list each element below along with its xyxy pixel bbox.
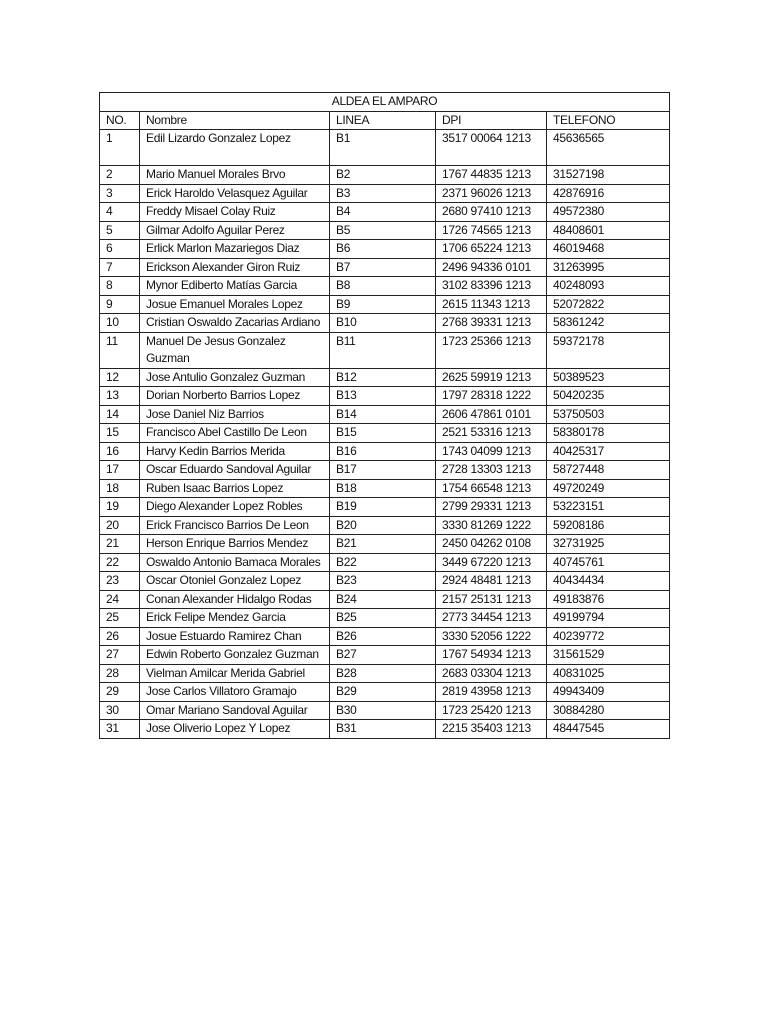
cell-no: 5 — [100, 221, 140, 240]
cell-telefono: 58727448 — [547, 461, 670, 480]
cell-linea: B18 — [330, 479, 436, 498]
cell-linea: B15 — [330, 424, 436, 443]
cell-telefono: 46019468 — [547, 240, 670, 259]
cell-no: 8 — [100, 277, 140, 296]
cell-dpi: 2521 53316 1213 — [436, 424, 547, 443]
cell-no: 15 — [100, 424, 140, 443]
cell-linea: B8 — [330, 277, 436, 296]
cell-telefono: 45636565 — [547, 130, 670, 166]
title-row — [100, 93, 670, 112]
cell-linea: B23 — [330, 572, 436, 591]
table-row — [100, 553, 670, 572]
table-title: ALDEA EL AMPARO — [100, 93, 670, 112]
cell-dpi: 2496 94336 0101 — [436, 258, 547, 277]
cell-telefono: 50420235 — [547, 387, 670, 406]
table-row — [100, 461, 670, 480]
cell-nombre: Freddy Misael Colay Ruiz — [140, 203, 330, 222]
cell-telefono: 49183876 — [547, 590, 670, 609]
cell-nombre: Jose Antulio Gonzalez Guzman — [140, 368, 330, 387]
cell-telefono: 52072822 — [547, 295, 670, 314]
cell-dpi: 1723 25366 1213 — [436, 332, 547, 368]
cell-no: 1 — [100, 130, 140, 166]
cell-telefono: 49720249 — [547, 479, 670, 498]
cell-dpi: 2728 13303 1213 — [436, 461, 547, 480]
cell-telefono: 31263995 — [547, 258, 670, 277]
cell-telefono: 59372178 — [547, 332, 670, 368]
cell-linea: B29 — [330, 683, 436, 702]
cell-no: 29 — [100, 683, 140, 702]
cell-linea: B19 — [330, 498, 436, 517]
table-row — [100, 701, 670, 720]
cell-telefono: 58380178 — [547, 424, 670, 443]
cell-telefono: 40425317 — [547, 442, 670, 461]
cell-nombre: Erick Francisco Barrios De Leon — [140, 516, 330, 535]
cell-linea: B25 — [330, 609, 436, 628]
roster-table — [99, 92, 670, 739]
table-row — [100, 387, 670, 406]
cell-linea: B13 — [330, 387, 436, 406]
cell-nombre: Erickson Alexander Giron Ruiz — [140, 258, 330, 277]
cell-dpi: 3330 52056 1222 — [436, 627, 547, 646]
cell-telefono: 59208186 — [547, 516, 670, 535]
cell-dpi: 1726 74565 1213 — [436, 221, 547, 240]
cell-linea: B27 — [330, 646, 436, 665]
cell-no: 20 — [100, 516, 140, 535]
cell-telefono: 48408601 — [547, 221, 670, 240]
cell-telefono: 42876916 — [547, 184, 670, 203]
cell-no: 30 — [100, 701, 140, 720]
cell-telefono: 49943409 — [547, 683, 670, 702]
cell-linea: B10 — [330, 314, 436, 333]
cell-telefono: 32731925 — [547, 535, 670, 554]
cell-no: 24 — [100, 590, 140, 609]
cell-no: 11 — [100, 332, 140, 368]
cell-dpi: 1743 04099 1213 — [436, 442, 547, 461]
cell-no: 3 — [100, 184, 140, 203]
cell-linea: B31 — [330, 720, 436, 739]
cell-no: 7 — [100, 258, 140, 277]
cell-linea: B26 — [330, 627, 436, 646]
cell-telefono: 53750503 — [547, 405, 670, 424]
table-row — [100, 664, 670, 683]
cell-no: 19 — [100, 498, 140, 517]
cell-nombre: Gilmar Adolfo Aguilar Perez — [140, 221, 330, 240]
cell-telefono: 30884280 — [547, 701, 670, 720]
cell-dpi: 2680 97410 1213 — [436, 203, 547, 222]
cell-dpi: 2819 43958 1213 — [436, 683, 547, 702]
cell-no: 13 — [100, 387, 140, 406]
table-row — [100, 442, 670, 461]
table-row — [100, 609, 670, 628]
cell-nombre: Erlick Marlon Mazariegos Diaz — [140, 240, 330, 259]
cell-telefono: 50389523 — [547, 368, 670, 387]
table-row — [100, 203, 670, 222]
cell-dpi: 1723 25420 1213 — [436, 701, 547, 720]
cell-no: 31 — [100, 720, 140, 739]
table-row — [100, 627, 670, 646]
table-row — [100, 240, 670, 259]
cell-telefono: 58361242 — [547, 314, 670, 333]
cell-linea: B7 — [330, 258, 436, 277]
cell-dpi: 1754 66548 1213 — [436, 479, 547, 498]
cell-dpi: 1767 44835 1213 — [436, 166, 547, 185]
table-row — [100, 424, 670, 443]
cell-dpi: 2799 29331 1213 — [436, 498, 547, 517]
table-row — [100, 184, 670, 203]
cell-linea: B1 — [330, 130, 436, 166]
cell-telefono: 48447545 — [547, 720, 670, 739]
cell-no: 14 — [100, 405, 140, 424]
cell-telefono: 40239772 — [547, 627, 670, 646]
cell-dpi: 3449 67220 1213 — [436, 553, 547, 572]
cell-nombre: Erick Haroldo Velasquez Aguilar — [140, 184, 330, 203]
cell-linea: B12 — [330, 368, 436, 387]
cell-nombre: Conan Alexander Hidalgo Rodas — [140, 590, 330, 609]
cell-telefono: 40831025 — [547, 664, 670, 683]
table-row — [100, 683, 670, 702]
cell-nombre: Josue Emanuel Morales Lopez — [140, 295, 330, 314]
table-row — [100, 130, 670, 166]
cell-nombre: Oscar Eduardo Sandoval Aguilar — [140, 461, 330, 480]
cell-no: 28 — [100, 664, 140, 683]
cell-linea: B9 — [330, 295, 436, 314]
table-row — [100, 572, 670, 591]
cell-telefono: 31527198 — [547, 166, 670, 185]
cell-linea: B21 — [330, 535, 436, 554]
cell-nombre: Herson Enrique Barrios Mendez — [140, 535, 330, 554]
cell-linea: B3 — [330, 184, 436, 203]
cell-dpi: 2768 39331 1213 — [436, 314, 547, 333]
cell-dpi: 1797 28318 1222 — [436, 387, 547, 406]
table-row — [100, 277, 670, 296]
cell-linea: B28 — [330, 664, 436, 683]
cell-no: 17 — [100, 461, 140, 480]
cell-nombre: Diego Alexander Lopez Robles — [140, 498, 330, 517]
header-dpi: DPI — [436, 111, 547, 130]
cell-telefono: 40248093 — [547, 277, 670, 296]
cell-nombre: Ruben Isaac Barrios Lopez — [140, 479, 330, 498]
cell-dpi: 2215 35403 1213 — [436, 720, 547, 739]
table-row — [100, 720, 670, 739]
cell-nombre: Manuel De Jesus Gonzalez Guzman — [140, 332, 330, 368]
cell-nombre: Erick Felipe Mendez Garcia — [140, 609, 330, 628]
cell-dpi: 3517 00064 1213 — [436, 130, 547, 166]
cell-linea: B20 — [330, 516, 436, 535]
table-row — [100, 368, 670, 387]
cell-no: 10 — [100, 314, 140, 333]
cell-telefono: 31561529 — [547, 646, 670, 665]
cell-linea: B11 — [330, 332, 436, 368]
table-row — [100, 314, 670, 333]
cell-dpi: 2683 03304 1213 — [436, 664, 547, 683]
header-no: NO. — [100, 111, 140, 130]
cell-telefono: 49199794 — [547, 609, 670, 628]
cell-nombre: Vielman Amilcar Merida Gabriel — [140, 664, 330, 683]
cell-nombre: Cristian Oswaldo Zacarias Ardiano — [140, 314, 330, 333]
cell-linea: B16 — [330, 442, 436, 461]
cell-no: 6 — [100, 240, 140, 259]
table-row — [100, 498, 670, 517]
table-row — [100, 590, 670, 609]
table-row — [100, 166, 670, 185]
cell-nombre: Omar Mariano Sandoval Aguilar — [140, 701, 330, 720]
cell-dpi: 2157 25131 1213 — [436, 590, 547, 609]
cell-no: 18 — [100, 479, 140, 498]
cell-dpi: 1706 65224 1213 — [436, 240, 547, 259]
cell-nombre: Josue Estuardo Ramirez Chan — [140, 627, 330, 646]
cell-dpi: 2450 04262 0108 — [436, 535, 547, 554]
cell-dpi: 2625 59919 1213 — [436, 368, 547, 387]
cell-dpi: 2615 11343 1213 — [436, 295, 547, 314]
cell-nombre: Jose Oliverio Lopez Y Lopez — [140, 720, 330, 739]
cell-nombre: Edwin Roberto Gonzalez Guzman — [140, 646, 330, 665]
cell-nombre: Francisco Abel Castillo De Leon — [140, 424, 330, 443]
table-body — [100, 130, 670, 739]
cell-linea: B22 — [330, 553, 436, 572]
cell-linea: B14 — [330, 405, 436, 424]
table-row — [100, 405, 670, 424]
cell-linea: B6 — [330, 240, 436, 259]
cell-no: 22 — [100, 553, 140, 572]
header-linea: LINEA — [330, 111, 436, 130]
table-row — [100, 258, 670, 277]
cell-nombre: Jose Daniel Niz Barrios — [140, 405, 330, 424]
cell-telefono: 53223151 — [547, 498, 670, 517]
cell-no: 25 — [100, 609, 140, 628]
cell-nombre: Dorian Norberto Barrios Lopez — [140, 387, 330, 406]
cell-no: 21 — [100, 535, 140, 554]
table-row — [100, 535, 670, 554]
cell-no: 4 — [100, 203, 140, 222]
cell-nombre: Mynor Ediberto Matías Garcia — [140, 277, 330, 296]
cell-no: 12 — [100, 368, 140, 387]
cell-no: 27 — [100, 646, 140, 665]
cell-nombre: Mario Manuel Morales Brvo — [140, 166, 330, 185]
cell-telefono: 40434434 — [547, 572, 670, 591]
cell-dpi: 2924 48481 1213 — [436, 572, 547, 591]
cell-nombre: Oswaldo Antonio Bamaca Morales — [140, 553, 330, 572]
cell-linea: B4 — [330, 203, 436, 222]
cell-dpi: 2371 96026 1213 — [436, 184, 547, 203]
header-nombre: Nombre — [140, 111, 330, 130]
cell-dpi: 3102 83396 1213 — [436, 277, 547, 296]
table-row — [100, 516, 670, 535]
cell-linea: B30 — [330, 701, 436, 720]
table-row — [100, 295, 670, 314]
cell-linea: B17 — [330, 461, 436, 480]
cell-nombre: Oscar Otoniel Gonzalez Lopez — [140, 572, 330, 591]
cell-linea: B24 — [330, 590, 436, 609]
cell-no: 26 — [100, 627, 140, 646]
cell-no: 23 — [100, 572, 140, 591]
header-telefono: TELEFONO — [547, 111, 670, 130]
cell-no: 9 — [100, 295, 140, 314]
header-row — [100, 111, 670, 130]
cell-telefono: 40745761 — [547, 553, 670, 572]
cell-dpi: 1767 54934 1213 — [436, 646, 547, 665]
cell-nombre: Jose Carlos Villatoro Gramajo — [140, 683, 330, 702]
cell-dpi: 2606 47861 0101 — [436, 405, 547, 424]
table-row — [100, 646, 670, 665]
cell-dpi: 2773 34454 1213 — [436, 609, 547, 628]
table-row — [100, 332, 670, 368]
cell-nombre: Edil Lizardo Gonzalez Lopez — [140, 130, 330, 166]
table-row — [100, 221, 670, 240]
cell-no: 2 — [100, 166, 140, 185]
table-row — [100, 479, 670, 498]
cell-nombre: Harvy Kedin Barrios Merida — [140, 442, 330, 461]
cell-linea: B2 — [330, 166, 436, 185]
cell-no: 16 — [100, 442, 140, 461]
cell-telefono: 49572380 — [547, 203, 670, 222]
cell-linea: B5 — [330, 221, 436, 240]
cell-dpi: 3330 81269 1222 — [436, 516, 547, 535]
